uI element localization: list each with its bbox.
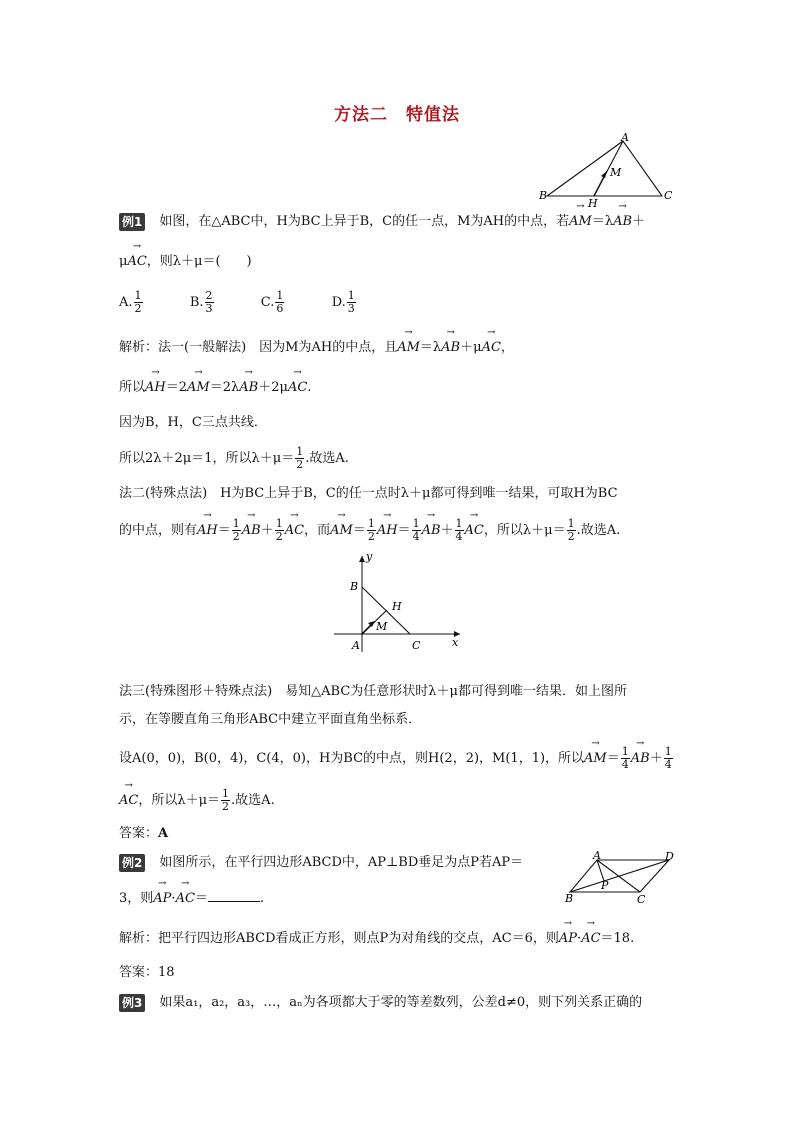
ex1-stem-line2: μ→ AC，则λ＋μ＝( ) — [119, 252, 252, 272]
label-a: A — [621, 131, 629, 144]
ex2-answer-value: 18 — [158, 965, 175, 980]
sol1: 因为M为AH的中点，且 — [259, 340, 398, 355]
label-d: D — [665, 850, 674, 863]
vec-am: → AM — [569, 212, 592, 232]
ex1-badge: 例1 — [119, 213, 145, 231]
ex1-m3-line1: 法三(特殊图形＋特殊点法) 易知△ABC为任意形状时λ＋μ都可得到唯一结果．如上图所 — [119, 684, 627, 699]
ex1-answer-value: A — [158, 826, 169, 841]
label-b: B — [565, 892, 574, 905]
triangle-figure — [535, 130, 680, 208]
ex1-m3-line4: → AC，所以λ＋μ＝ $\frac{1}{2}$ .故选A. — [119, 788, 275, 813]
ex1-sol-line3: 因为B，H，C三点共线． — [119, 415, 267, 430]
section-title — [0, 100, 794, 125]
ex2-answer-blank — [208, 889, 260, 902]
label-h: H — [588, 197, 598, 208]
label-c: C — [664, 189, 673, 202]
ex3-badge: 例3 — [119, 994, 145, 1012]
ex2-answer: 答案：18 — [119, 965, 175, 980]
ex1-sol-line4: 所以2λ＋2μ＝1，所以λ＋μ＝ $\frac{1}{2}$ .故选A. — [119, 445, 349, 471]
ex1-m2-line1: 法二(特殊点法) H为BC上异于B，C的任一点时λ＋μ都可得到唯一结果，可取H为BC — [119, 486, 618, 501]
y-axis-arrow — [359, 556, 365, 562]
label-x: x — [452, 636, 459, 649]
option-a: A. $\frac{1}{2}$ — [119, 289, 142, 315]
label-m: M — [376, 620, 388, 633]
ex2-solution: 解析：把平行四边形ABCD看成正方形，则点P为对角线的交点，AC＝6，则→ AP·→ AC＝18. — [119, 929, 634, 949]
title-part2: 特值法 — [406, 105, 460, 125]
label-h: H — [392, 600, 402, 613]
ex3-stem: 例3 如果a₁，a₂，a₃，…，aₙ为各项都大于零的等差数列，公差d≠0，则下列关系正确的 — [119, 993, 642, 1013]
coordinate-figure — [330, 548, 465, 656]
sol-lead: 解析：法一(一般解法) — [119, 340, 247, 355]
parallelogram-figure — [563, 850, 681, 906]
vec-ac: → AC — [127, 252, 146, 272]
label-c: C — [637, 893, 646, 906]
ex1-sol-line1: 解析：法一(一般解法) 因为M为AH的中点，且→ AM＝λ→ AB＋μ→ AC， — [119, 338, 514, 358]
ex1-stem2: ，则λ＋μ＝( ) — [146, 254, 252, 269]
triangle-abc — [547, 141, 662, 196]
label-b: B — [350, 580, 359, 593]
ex1-stem-line1: 例1 如图，在△ABC中，H为BC上异于B，C的任一点，M为AH的中点，若→ AM＝λ→ AB＋ — [119, 212, 645, 232]
label-a: A — [352, 639, 360, 652]
label-b: B — [539, 189, 548, 202]
label-p: P — [601, 879, 609, 892]
ex1-m2-line2: 的中点，则有→ AH＝ $\frac{1}{2}$ → AB＋ $\frac{1}{2}$ → AC，而→ AM＝ $\frac{1}{2}$ → AH＝ $\frac{1}{4}$ → AB＋ $\frac{1}{4}$ → AC，所以λ＋μ＝ $\frac{1}{2}$ .故选A. — [119, 518, 620, 543]
ex2-badge: 例2 — [119, 854, 145, 872]
vec-ab: → AB — [613, 212, 632, 232]
label-m: M — [610, 166, 622, 179]
label-a: A — [593, 850, 601, 862]
ex1-m3-line3: 设A(0，0)，B(0，4)，C(4，0)，H为BC的中点，则H(2，2)，M(1，1)，所以→ AM＝ $\frac{1}{4}$ → AB＋ $\frac{1}{4}$ — [119, 746, 674, 771]
ex1-options — [119, 290, 357, 315]
label-c: C — [412, 639, 421, 652]
option-d: D. $\frac{1}{3}$ — [331, 289, 355, 315]
ex1-m3-line2: 示，在等腰直角三角形ABC中建立平面直角坐标系． — [119, 712, 422, 727]
ex1-answer: 答案：A — [119, 826, 169, 841]
option-c: C. $\frac{1}{6}$ — [260, 289, 284, 315]
option-b: B. $\frac{2}{3}$ — [189, 289, 213, 315]
ex2-stem-line1: 例2 如图所示，在平行四边形ABCD中，AP⊥BD垂足为点P若AP＝ — [119, 853, 523, 873]
label-y: y — [366, 550, 373, 563]
title-part1: 方法二 — [334, 105, 388, 125]
ex1-stem1: 如图，在△ABC中，H为BC上异于B，C的任一点，M为AH的中点，若 — [159, 214, 570, 229]
ex1-sol-line2: 所以→ AH＝2→ AM＝2λ→ AB＋2μ→ AC. — [119, 378, 311, 398]
vector-am-arrowhead — [601, 171, 607, 178]
ex2-stem-line2: 3，则→ AP·→ AC＝ . — [119, 889, 264, 909]
